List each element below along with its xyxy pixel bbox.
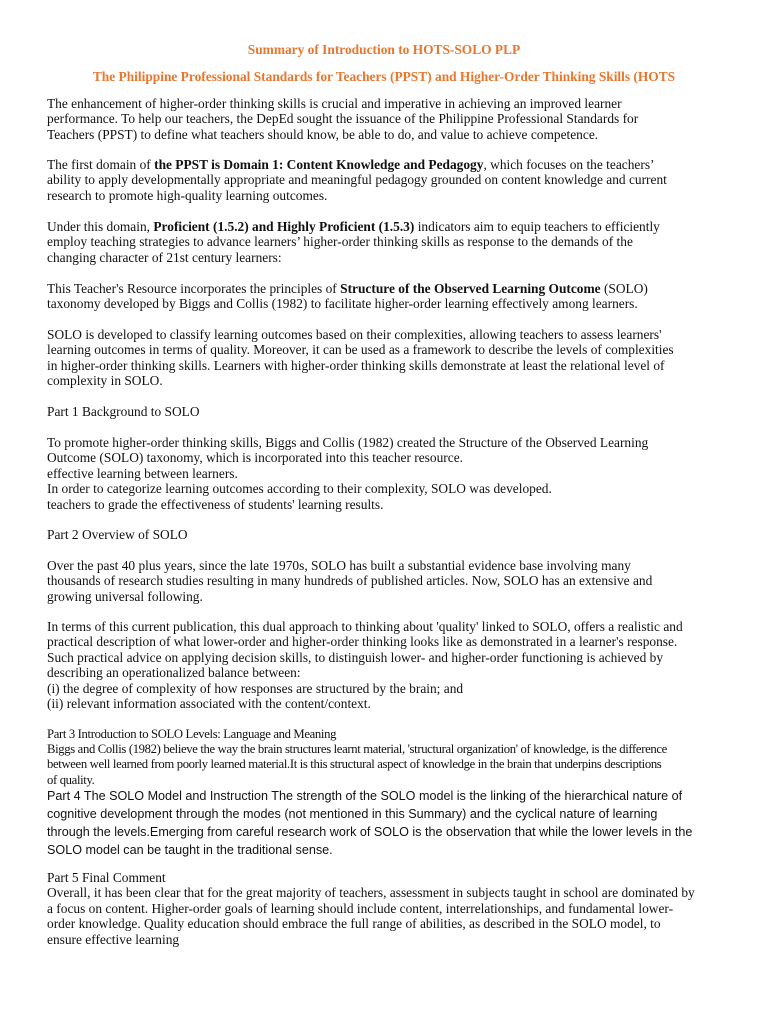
bold-text: the PPST is Domain 1: Content Knowledge and Pedagogy	[154, 157, 484, 172]
text-line: In terms of this current publication, this dual approach to thinking about 'quality' linked to SOLO, offers a realistic and	[47, 619, 683, 634]
text-line: effective learning between learners.	[47, 465, 238, 481]
text-line: Biggs and Collis (1982) believe the way the brain structures learnt material, 'structural organization' of knowledge, is the difference	[47, 742, 667, 757]
text-line: Part 3 Introduction to SOLO Levels: Language and Meaning	[47, 727, 337, 741]
paragraph-part-5	[47, 870, 737, 947]
text-line: To promote higher-order thinking skills, Biggs and Collis (1982) created the Structure of the Observed Learning	[47, 435, 649, 450]
text-run: indicators aim to equip teachers to efficiently	[414, 219, 660, 234]
text-run: The first domain of	[47, 157, 155, 172]
text-line: performance. To help our teachers, the DepEd sought the issuance of the Philippine Professional Standards for	[47, 111, 639, 127]
text-line	[47, 219, 737, 234]
text-line: changing character of 21st century learners:	[47, 249, 282, 265]
text-line	[47, 157, 737, 172]
text-line: In order to categorize learning outcomes according to their complexity, SOLO was developed.	[47, 481, 552, 497]
paragraph-solo-purpose	[47, 327, 737, 389]
text-run: Under this domain,	[47, 219, 154, 234]
text-line: ability to apply developmentally appropriate and meaningful pedagogy grounded on content knowledge and current	[47, 172, 667, 188]
text-line: Outcome (SOLO) taxonomy, which is incorporated into this teacher resource.	[47, 450, 463, 466]
text-line: Part 4 The SOLO Model and Instruction The strength of the SOLO model is the linking of the hierarchical nature of	[47, 789, 683, 803]
paragraph-background	[47, 435, 737, 512]
text-line: Part 5 Final Comment	[47, 870, 166, 885]
bold-text: Structure of the Observed Learning Outcome	[340, 281, 601, 296]
heading-part-1	[47, 404, 737, 419]
text-line: employ teaching strategies to advance learners’ higher-order thinking skills as response to the demands of the	[47, 234, 633, 250]
text-line: order knowledge. Quality education should embrace the full range of abilities, as described in the SOLO model, to	[47, 916, 661, 932]
paragraph-intro	[47, 96, 737, 142]
text-line: growing universal following.	[47, 588, 203, 604]
text-line: research to promote high-quality learning outcomes.	[47, 187, 328, 203]
heading-part-2	[47, 527, 737, 542]
document-title: Summary of Introduction to HOTS-SOLO PLP	[247, 42, 521, 57]
text-line: Overall, it has been clear that for the great majority of teachers, assessment in subjects taught in school are dominated by	[47, 885, 695, 901]
text-line: Teachers (PPST) to define what teachers should know, be able to do, and value to achieve competence.	[47, 126, 599, 142]
text-line: Such practical advice on applying decision skills, to distinguish lower- and higher-order functioning is achieved by	[47, 649, 664, 665]
paragraph-dual-approach	[47, 619, 737, 711]
paragraph-proficient	[47, 219, 737, 265]
text-line: Part 2 Overview of SOLO	[47, 527, 188, 542]
text-line: practical description of what lower-order and higher-order thinking looks like as demonstrated in a learner's response.	[47, 634, 678, 650]
text-line: cognitive development through the modes (not mentioned in this Summary) and the cyclical nature of learning	[47, 807, 658, 821]
text-line: a focus on content. Higher-order goals of learning should include content, interrelationships, and fundamental lower-	[47, 900, 674, 916]
text-line: (i) the degree of complexity of how responses are structured by the brain; and	[47, 680, 464, 696]
text-line: SOLO is developed to classify learning outcomes based on their complexities, allowing teachers to assess learners'	[47, 327, 662, 342]
paragraph-part-4	[47, 787, 737, 859]
text-line: through the levels.Emerging from careful research work of SOLO is the observation that while the lower levels in the	[47, 825, 693, 839]
text-line: of quality.	[47, 772, 95, 787]
text-line: (ii) relevant information associated with the content/context.	[47, 696, 371, 712]
paragraph-overview	[47, 558, 737, 604]
text-line: taxonomy developed by Biggs and Collis (1982) to facilitate higher-order learning effectively among learners.	[47, 296, 638, 312]
text-run: This Teacher's Resource incorporates the principles of	[47, 281, 341, 296]
text-line: SOLO model can be taught in the traditional sense.	[47, 843, 333, 857]
text-line: ensure effective learning	[47, 931, 180, 947]
text-line: Part 1 Background to SOLO	[47, 404, 200, 419]
text-run: (SOLO)	[600, 281, 648, 296]
text-line: describing an operationalized balance between:	[47, 665, 301, 681]
paragraph-solo-principles	[47, 281, 737, 312]
paragraph-domain-1	[47, 157, 737, 203]
bold-text: Proficient (1.5.2) and Highly Proficient (1.5.3)	[153, 219, 415, 234]
text-line: complexity in SOLO.	[47, 373, 163, 389]
document-subtitle: The Philippine Professional Standards for Teachers (PPST) and Higher-Order Thinking Skills (HOTS	[92, 69, 676, 84]
text-line: thousands of research studies resulting in many hundreds of published articles. Now, SOLO has an extensive and	[47, 573, 653, 589]
text-line: learning outcomes in terms of quality. Moreover, it can be used as a framework to describe the levels of complexities	[47, 342, 674, 358]
text-line: between well learned from poorly learned material.It is this structural aspect of knowledge in the brain that underpins descriptions	[47, 757, 662, 772]
text-line: Over the past 40 plus years, since the late 1970s, SOLO has built a substantial evidence base involving many	[47, 558, 631, 573]
text-run: , which focuses on the teachers’	[483, 157, 655, 172]
paragraph-part-3	[47, 727, 737, 788]
text-line: The enhancement of higher-order thinking skills is crucial and imperative in achieving an improved learner	[47, 96, 622, 111]
text-line: teachers to grade the effectiveness of students' learning results.	[47, 496, 384, 512]
text-line	[47, 281, 737, 296]
text-line: in higher-order thinking skills. Learners with higher-order thinking skills demonstrate at least the relational level of	[47, 357, 665, 373]
